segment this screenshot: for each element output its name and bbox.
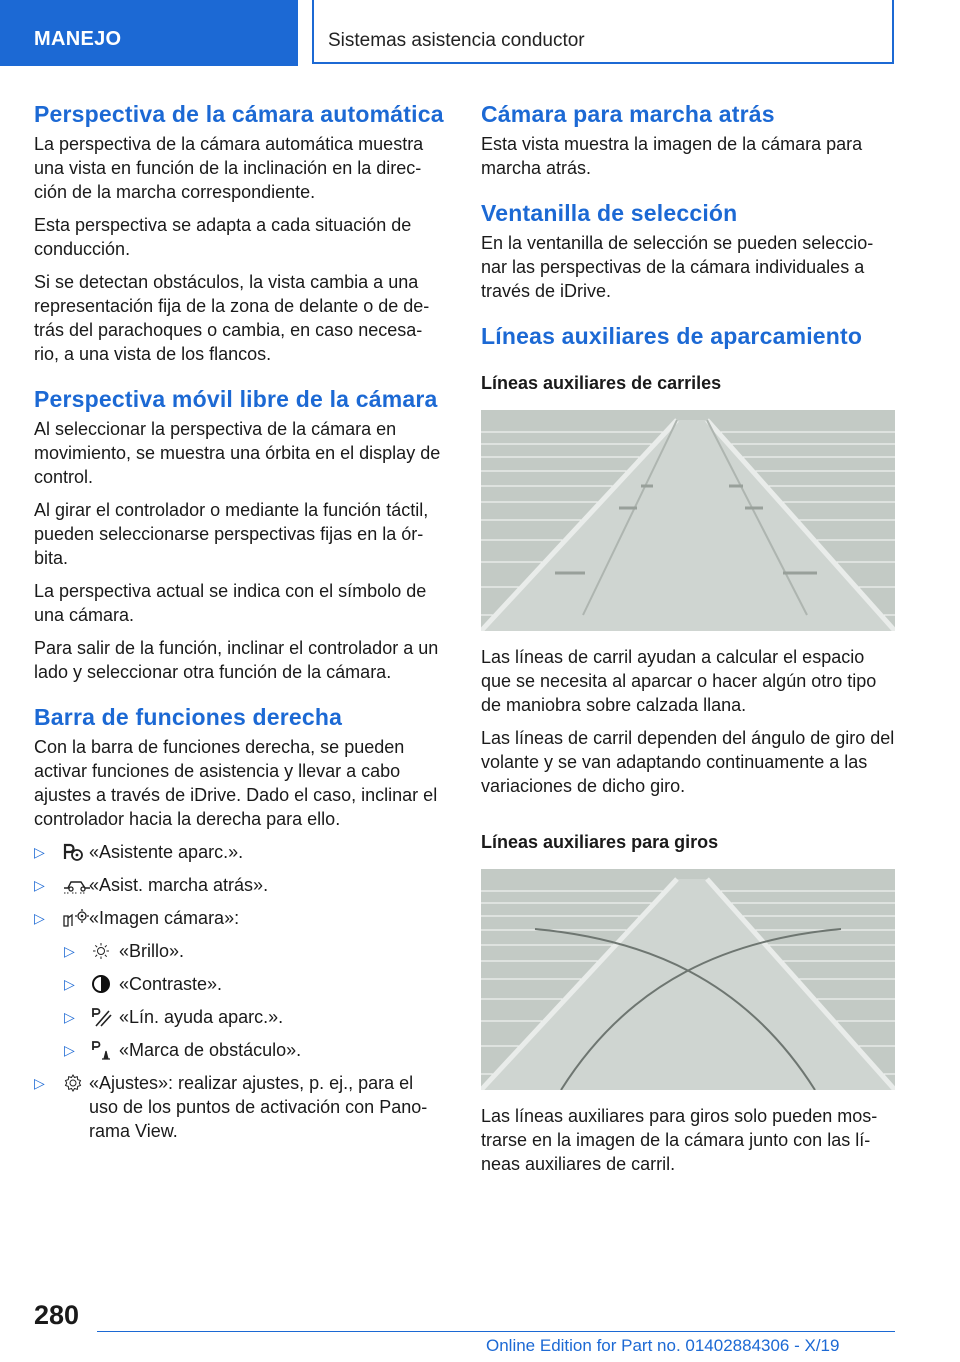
paragraph: Al girar el controlador o mediante la función táctil, pueden seleccionarse perspectivas fijas en la ór‐bita. [34, 500, 429, 568]
list-item: ▷ «Asistente aparc.». [34, 840, 446, 864]
footer-divider [97, 1331, 895, 1332]
heading-lane-lines: Líneas auxiliares de carriles [481, 373, 722, 393]
paragraph: Las líneas auxiliares para giros solo pueden mos‐trarse en la imagen de la cámara junto con las lí‐neas auxiliares de carril. [481, 1106, 878, 1174]
reverse-assist-icon [62, 875, 92, 895]
heading-function-bar: Barra de funciones derecha [34, 704, 343, 730]
list-item: ▷ «Ajustes»: realizar ajustes, p. ej., para el uso de los puntos de activación con Pano‐rama View. [34, 1071, 446, 1143]
brightness-icon [90, 941, 112, 961]
paragraph: Con la barra de funciones derecha, se pueden activar funciones de asistencia y llevar a cabo ajustes a través de iDrive. Dado el caso, inclinar el controlador hacia la derecha para ello. [34, 737, 438, 829]
paragraph: Esta vista muestra la imagen de la cámara para marcha atrás. [481, 134, 863, 178]
camera-image-icon [62, 908, 92, 928]
obstacle-mark-icon [90, 1040, 112, 1060]
list-item: ▷ «Brillo». [34, 939, 446, 963]
page-number: 280 [34, 1300, 80, 1330]
heading-parking-lines: Líneas auxiliares de aparcamiento [481, 323, 863, 349]
edition-note: Online Edition for Part no. 01402884306 - X/19 [486, 1336, 840, 1355]
heading-turn-lines: Líneas auxiliares para giros [481, 832, 719, 852]
parking-lines-icon [90, 1007, 112, 1027]
paragraph: Las líneas de carril ayudan a calcular el espacio que se necesita al aparcar o hacer algún otro tipo de maniobra sobre calzada llana. [481, 647, 877, 715]
list-item: ▷ «Contraste». [34, 972, 446, 996]
list-item: ▷ «Asist. marcha atrás». [34, 873, 446, 897]
chapter-header [312, 0, 894, 64]
paragraph: Para salir de la función, inclinar el controlador a un lado y seleccionar otra función de la cámara. [34, 638, 439, 682]
park-assist-icon [62, 842, 84, 862]
settings-gear-icon [62, 1073, 84, 1093]
right-column [481, 100, 895, 1185]
paragraph: Esta perspectiva se adapta a cada situación de conducción. [34, 215, 412, 259]
paragraph: Las líneas de carril dependen del ángulo de giro del volante y se van adaptando continuamente a las variaciones de dicho giro. [481, 728, 895, 796]
section-title: MANEJO [34, 28, 122, 50]
turn-lines-figure [481, 869, 895, 1090]
paragraph: La perspectiva actual se indica con el símbolo de una cámara. [34, 581, 427, 625]
function-list [34, 840, 446, 1143]
list-item: ▷ «Marca de obstáculo». [34, 1038, 446, 1062]
left-column [34, 100, 446, 1152]
heading-auto-perspective: Perspectiva de la cámara automática [34, 101, 444, 127]
list-item: ▷ «Lín. ayuda aparc.». [34, 1005, 446, 1029]
heading-free-perspective: Perspectiva móvil libre de la cámara [34, 386, 438, 412]
chapter-title: Sistemas asistencia conductor [328, 30, 585, 51]
contrast-icon [90, 974, 112, 994]
lane-lines-figure [481, 410, 895, 631]
list-item: ▷ «Imagen cámara»: [34, 906, 446, 930]
section-tab [0, 0, 298, 66]
heading-rear-camera: Cámara para marcha atrás [481, 101, 775, 127]
paragraph: En la ventanilla de selección se pueden seleccio‐nar las perspectivas de la cámara individuales a través de iDrive. [481, 233, 874, 301]
paragraph: Al seleccionar la perspectiva de la cámara en movimiento, se muestra una órbita en el display de control. [34, 419, 441, 487]
heading-selection-window: Ventanilla de selección [481, 200, 738, 226]
paragraph: Si se detectan obstáculos, la vista cambia a una representación fija de la zona de delante o de de‐trás del parachoques o cambia, en caso necesa‐rio, a una vista de los flancos. [34, 272, 430, 364]
paragraph: La perspectiva de la cámara automática muestra una vista en función de la inclinación en la direc‐ción de la marcha correspondiente. [34, 134, 424, 202]
